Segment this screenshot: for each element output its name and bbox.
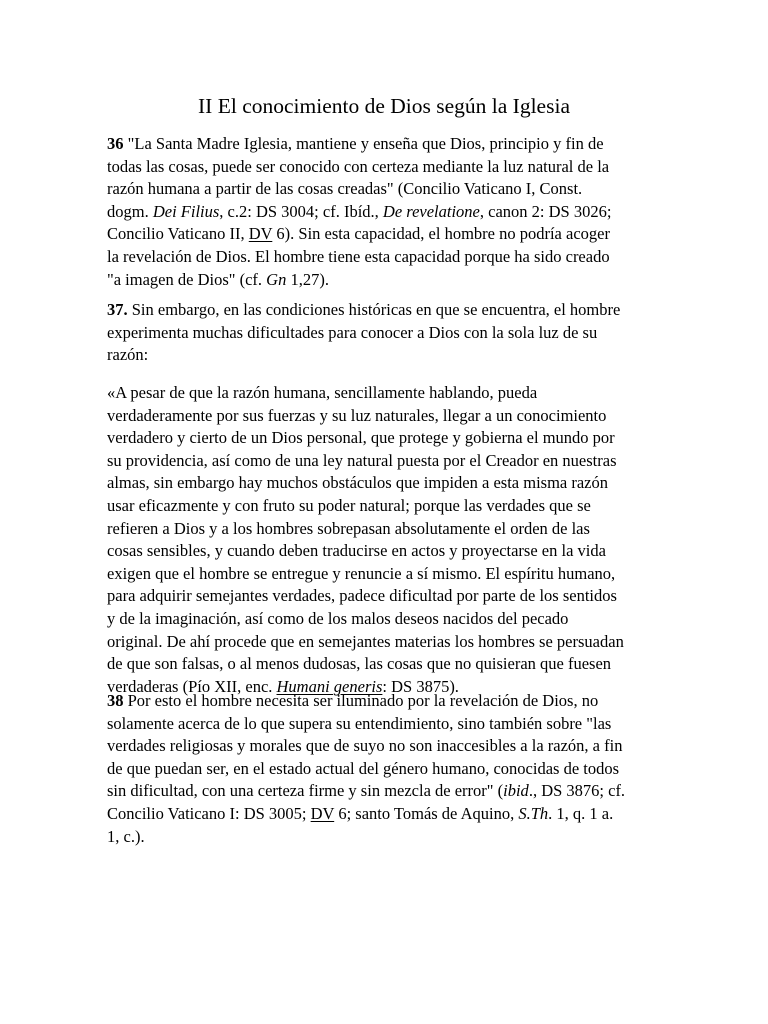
text-line: de que puedan ser, en el estado actual del género humano, conocidas de todos xyxy=(107,758,620,778)
text-line: solamente acerca de lo que supera su entendimiento, sino también sobre "las xyxy=(107,713,612,733)
text-line: razón humana a partir de las cosas creadas" (Concilio Vaticano I, Const. xyxy=(107,179,583,199)
text-line: la revelación de Dios. El hombre tiene esta capacidad porque ha sido creado xyxy=(107,246,610,266)
text-line: para adquirir semejantes verdades, padece dificultad por parte de los sentidos xyxy=(107,586,617,606)
work-title: Dei Filius xyxy=(152,201,220,221)
text-line: Concilio Vaticano I: DS 3005; DV 6; santo Tomás de Aquino, S.Th. 1, q. 1 a. xyxy=(107,803,614,823)
work-title: S.Th xyxy=(518,803,549,823)
text-line: dogm. Dei Filius, c.2: DS 3004; cf. Ibíd., De revelatione, canon 2: DS 3026; xyxy=(107,201,612,221)
text-line: 38 Por esto el hombre necesita ser iluminado por la revelación de Dios, no xyxy=(107,691,599,710)
page-title: II El conocimiento de Dios según la Iglesia xyxy=(198,94,570,118)
text-line: verdaderas (Pío XII, enc. Humani generis: DS 3875). xyxy=(107,676,459,696)
paragraph-36 xyxy=(107,133,667,291)
quotation-block xyxy=(107,382,667,698)
text-line: todas las cosas, puede ser conocido con certeza mediante la luz natural de la xyxy=(107,156,610,176)
text-line: almas, sin embargo hay muchos obstáculos que impiden a esta misma razón xyxy=(107,473,608,493)
paragraph-37 xyxy=(107,299,667,367)
text-line: 1, c.). xyxy=(107,826,145,846)
dv-link[interactable]: DV xyxy=(310,803,335,823)
text-line: exigen que el hombre se entregue y renuncie a sí mismo. El espíritu humano, xyxy=(107,563,616,583)
text-line: Concilio Vaticano II, DV 6). Sin esta capacidad, el hombre no podría acoger xyxy=(107,224,610,244)
paragraph-number: 36 xyxy=(107,134,124,153)
text-line: 37. Sin embargo, en las condiciones históricas en que se encuentra, el hombre xyxy=(107,300,621,319)
paragraph-number: 37. xyxy=(107,300,128,319)
text-line: su providencia, así como de una ley natural puesta por el Creador en nuestras xyxy=(107,450,617,470)
text-line: usar eficazmente y con fruto su poder natural; porque las verdades que se xyxy=(107,495,591,515)
text-line: original. De ahí procede que en semejantes materias los hombres se persuadan xyxy=(107,631,624,651)
text-line: "a imagen de Dios" (cf. Gn 1,27). xyxy=(107,269,329,289)
text-line: de que son falsas, o al menos dudosas, las cosas que no quisieran que fuesen xyxy=(107,654,612,674)
work-title: De revelatione xyxy=(382,201,480,221)
text-line: verdaderamente por sus fuerzas y su luz naturales, llegar a un conocimiento xyxy=(107,405,607,425)
work-title: ibid xyxy=(503,781,529,801)
work-title: Gn xyxy=(266,269,287,289)
text-line: refieren a Dios y a los hombres sobrepasan absolutamente el orden de las xyxy=(107,518,590,538)
humani-generis-link[interactable]: Humani generis xyxy=(276,676,383,696)
dv-link[interactable]: DV xyxy=(248,224,273,244)
text-line: experimenta muchas dificultades para conocer a Dios con la sola luz de su xyxy=(107,322,598,342)
text-line: «A pesar de que la razón humana, sencillamente hablando, pueda xyxy=(107,383,538,402)
text-line: verdades religiosas y morales que de suyo no son inaccesibles a la razón, a fin xyxy=(107,736,623,756)
text-line: verdadero y cierto de un Dios personal, que protege y gobierna el mundo por xyxy=(107,428,615,448)
paragraph-number: 38 xyxy=(107,691,124,710)
text-line: y de la imaginación, así como de los malos deseos nacidos del pecado xyxy=(107,608,569,628)
text-line: cosas sensibles, y cuando deben traducirse en actos y proyectarse en la vida xyxy=(107,541,606,561)
paragraph-38 xyxy=(107,690,667,848)
text-line: razón: xyxy=(107,345,149,365)
text-line: 36 "La Santa Madre Iglesia, mantiene y enseña que Dios, principio y fin de xyxy=(107,134,604,153)
text-line: sin dificultad, con una certeza firme y sin mezcla de error" (ibid., DS 3876; cf. xyxy=(107,781,626,801)
